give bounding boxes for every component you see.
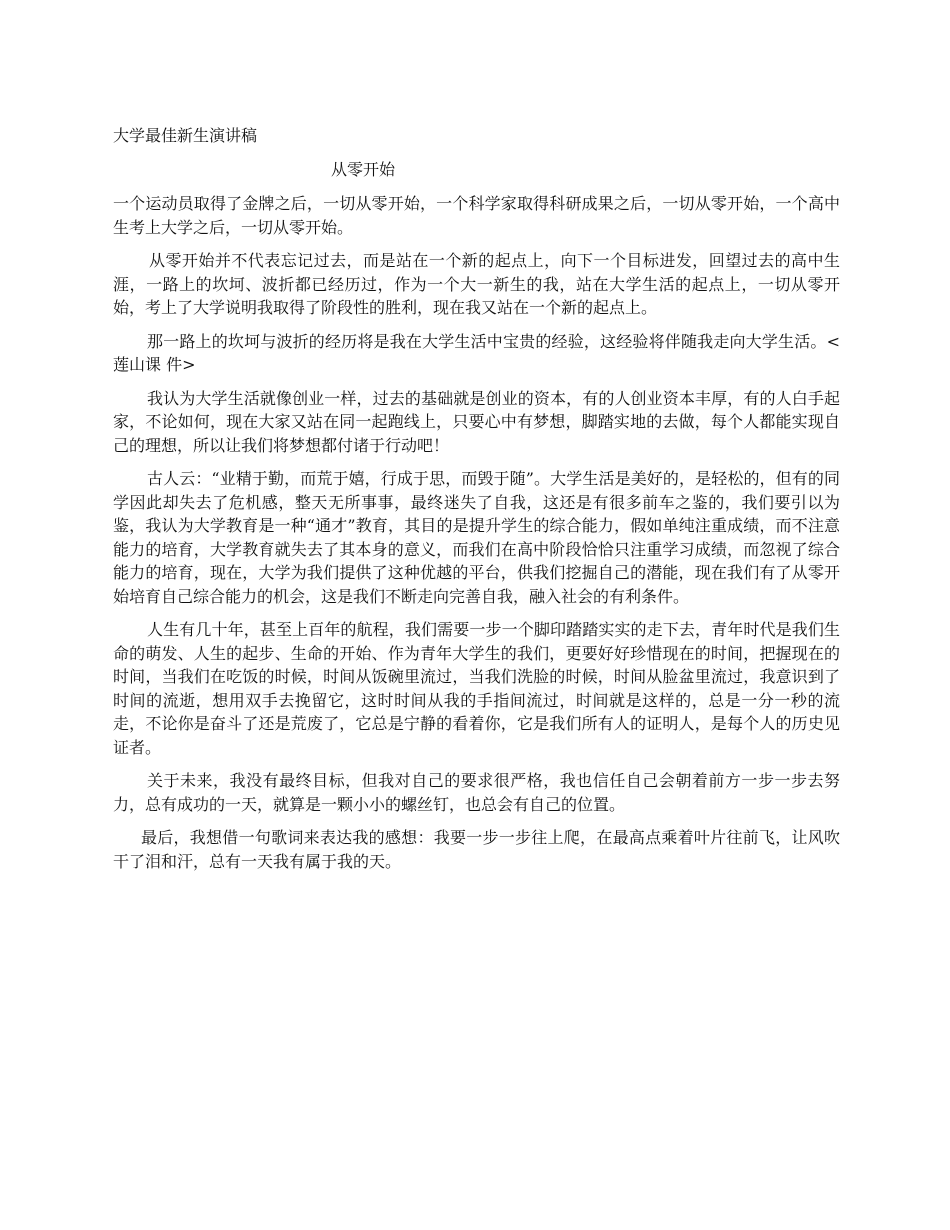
speech-subtitle: 从零开始 <box>331 160 396 179</box>
document-page <box>113 124 840 883</box>
paragraph-7: 关于未来，我没有最终目标，但我对自己的要求很严格，我也信任自己会朝着前方一步一步去努力，总有成功的一天，就算是一颗小小的螺丝钉，也总会有自己的位置。 <box>113 771 840 814</box>
paragraph-1: 一个运动员取得了金牌之后，一切从零开始，一个科学家取得科研成果之后，一切从零开始，一个高中生考上大学之后，一切从零开始。 <box>113 194 840 237</box>
paragraph-4: 我认为大学生活就像创业一样，过去的基础就是创业的资本，有的人创业资本丰厚，有的人白手起家，不论如何，现在大家又站在同一起跑线上，只要心中有梦想，脚踏实地的去做，每个人都能实现自己的理想，所以让我们将梦想都付诸于行动吧！ <box>113 388 840 455</box>
paragraph-5: 古人云：“业精于勤，而荒于嬉，行成于思，而毁于随”。大学生活是美好的，是轻松的，但有的同学因此却失去了危机感，整天无所事事，最终迷失了自我，这还是有很多前车之鉴的，我们要引以为鉴，我认为大学教育是一种“通才”教育，其目的是提升学生的综合能力，假如单纯注重成绩，而不注意能力的培育，大学教育就失去了其本身的意义，而我们在高中阶段恰恰只注重学习成绩，而忽视了综合能力的培育，现在，大学为我们提供了这种优越的平台，供我们挖掘自己的潜能，现在我们有了从零开始培育自己综合能力的机会，这是我们不断走向完善自我，融入社会的有利条件。 <box>113 469 840 606</box>
paragraph-3: 那一路上的坎坷与波折的经历将是我在大学生活中宝贵的经验，这经验将伴随我走向大学生活。<莲山课 件> <box>113 331 840 374</box>
paragraph-6: 人生有几十年，甚至上百年的航程，我们需要一步一个脚印踏踏实实的走下去，青年时代是我们生命的萌发、人生的起步、生命的开始、作为青年大学生的我们，更要好好珍惜现在的时间，把握现在的时间，当我们在吃饭的时候，时间从饭碗里流过，当我们洗脸的时候，时间从脸盆里流过，我意识到了时间的流逝，想用双手去挽留它，这时时间从我的手指间流过，时间就是这样的，总是一分一秒的流走，不论你是奋斗了还是荒废了，它总是宁静的看着你，它是我们所有人的证明人，是每个人的历史见证者。 <box>113 620 840 757</box>
document-title: 大学最佳新生演讲稿 <box>113 126 258 145</box>
paragraph-8: 最后，我想借一句歌词来表达我的感想：我要一步一步往上爬，在最高点乘着叶片往前飞，让风吹干了泪和汗，总有一天我有属于我的天。 <box>113 828 840 871</box>
paragraph-2: 从零开始并不代表忘记过去，而是站在一个新的起点上，向下一个目标进发，回望过去的高中生涯，一路上的坎坷、波折都已经历过，作为一个大一新生的我，站在大学生活的起点上，一切从零开始，考上了大学说明我取得了阶段性的胜利，现在我又站在一个新的起点上。 <box>113 251 840 317</box>
